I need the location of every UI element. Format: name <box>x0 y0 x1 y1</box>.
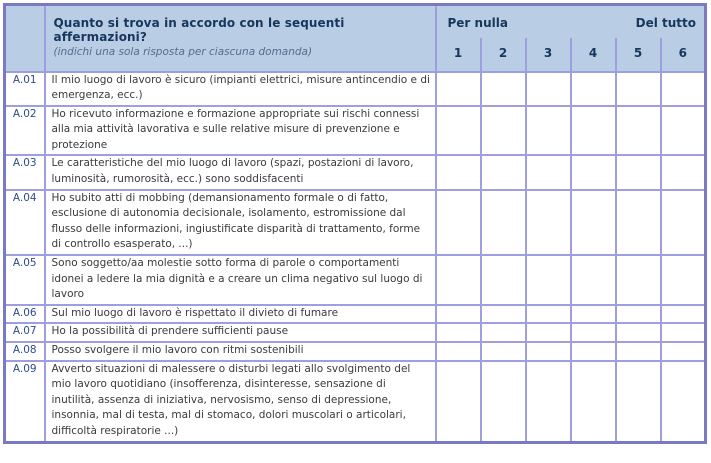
answer-cell-A.08-1[interactable] <box>436 342 481 361</box>
answer-cell-A.02-3[interactable] <box>526 106 571 156</box>
answer-cell-A.04-5[interactable] <box>616 190 661 255</box>
question-text: Ho ricevuto informazione e formazione appropriate sui rischi connessi alla mia attività lavorativa e sulle relative misure di prevenzione e protezione <box>45 106 436 156</box>
question-text: Avverto situazioni di malessere o disturbi legati allo svolgimento del mio lavoro quotidiano (insofferenza, disinteresse, sensazione di inutilità, assenza di iniziativa, nervosismo, senso di depressione, insonnia, mal di testa, mal di stomaco, dolori muscolari o articolari, difficoltà respiratorie ...) <box>45 361 436 442</box>
question-rows <box>5 72 706 443</box>
question-id: A.05 <box>5 255 45 305</box>
question-text: Sul mio luogo di lavoro è rispettato il divieto di fumare <box>45 305 436 324</box>
scale-min-label: Per nulla <box>447 15 508 30</box>
answer-cell-A.09-2[interactable] <box>481 361 526 442</box>
question-id: A.03 <box>5 155 45 189</box>
answer-cell-A.02-4[interactable] <box>571 106 616 156</box>
answer-cell-A.07-4[interactable] <box>571 323 616 342</box>
answer-cell-A.01-4[interactable] <box>571 72 616 106</box>
question-id: A.01 <box>5 72 45 106</box>
answer-cell-A.05-6[interactable] <box>661 255 706 305</box>
answer-cell-A.01-3[interactable] <box>526 72 571 106</box>
answer-cell-A.02-5[interactable] <box>616 106 661 156</box>
scale-max-label: Del tutto <box>635 15 696 30</box>
answer-cell-A.08-3[interactable] <box>526 342 571 361</box>
answer-cell-A.07-5[interactable] <box>616 323 661 342</box>
answer-cell-A.05-5[interactable] <box>616 255 661 305</box>
table-row <box>5 255 706 305</box>
answer-cell-A.05-3[interactable] <box>526 255 571 305</box>
answer-cell-A.02-2[interactable] <box>481 106 526 156</box>
answer-cell-A.01-6[interactable] <box>661 72 706 106</box>
answer-cell-A.09-1[interactable] <box>436 361 481 442</box>
answer-cell-A.07-2[interactable] <box>481 323 526 342</box>
answer-cell-A.09-6[interactable] <box>661 361 706 442</box>
table-row <box>5 361 706 442</box>
table-row <box>5 342 706 361</box>
answer-cell-A.06-6[interactable] <box>661 305 706 324</box>
question-text: Ho subito atti di mobbing (demansionamento formale o di fatto, esclusione di autonomia decisionale, isolamento, estromissione dal flusso delle informazioni, ingiustificate disparità di trattamento, forme di controllo esasperato, ...) <box>45 190 436 255</box>
answer-cell-A.02-6[interactable] <box>661 106 706 156</box>
question-id: A.04 <box>5 190 45 255</box>
answer-cell-A.07-6[interactable] <box>661 323 706 342</box>
table-row <box>5 155 706 189</box>
answer-cell-A.03-2[interactable] <box>481 155 526 189</box>
question-id: A.07 <box>5 323 45 342</box>
table-row <box>5 305 706 324</box>
table-row <box>5 106 706 156</box>
scale-column-header-6: 6 <box>661 38 706 72</box>
question-text: Il mio luogo di lavoro è sicuro (impianti elettrici, misure antincendio e di emergenza, ecc.) <box>45 72 436 106</box>
scale-labels <box>437 14 705 30</box>
answer-cell-A.09-3[interactable] <box>526 361 571 442</box>
table-row <box>5 323 706 342</box>
questionnaire-table <box>3 3 707 444</box>
answer-cell-A.04-2[interactable] <box>481 190 526 255</box>
table-row <box>5 190 706 255</box>
question-text: Ho la possibilità di prendere sufficienti pause <box>45 323 436 342</box>
answer-cell-A.06-2[interactable] <box>481 305 526 324</box>
answer-cell-A.08-5[interactable] <box>616 342 661 361</box>
answer-cell-A.06-5[interactable] <box>616 305 661 324</box>
answer-cell-A.04-6[interactable] <box>661 190 706 255</box>
question-text: Posso svolgere il mio lavoro con ritmi sostenibili <box>45 342 436 361</box>
answer-cell-A.06-3[interactable] <box>526 305 571 324</box>
answer-cell-A.01-2[interactable] <box>481 72 526 106</box>
question-text: Sono soggetto/aa molestie sotto forma di parole o comportamenti idonei a ledere la mia dignità e a creare un clima negativo sul luogo di lavoro <box>45 255 436 305</box>
question-header-subtitle: (indichi una sola risposta per ciascuna domanda) <box>53 46 313 59</box>
scale-column-header-2: 2 <box>481 38 526 72</box>
answer-cell-A.06-1[interactable] <box>436 305 481 324</box>
question-column-header <box>45 5 436 72</box>
answer-cell-A.03-6[interactable] <box>661 155 706 189</box>
table-row <box>5 72 706 106</box>
answer-cell-A.09-4[interactable] <box>571 361 616 442</box>
scale-column-header-4: 4 <box>571 38 616 72</box>
answer-cell-A.04-4[interactable] <box>571 190 616 255</box>
answer-cell-A.09-5[interactable] <box>616 361 661 442</box>
answer-cell-A.04-3[interactable] <box>526 190 571 255</box>
question-id: A.02 <box>5 106 45 156</box>
answer-cell-A.06-4[interactable] <box>571 305 616 324</box>
answer-cell-A.03-1[interactable] <box>436 155 481 189</box>
answer-cell-A.01-1[interactable] <box>436 72 481 106</box>
answer-cell-A.05-1[interactable] <box>436 255 481 305</box>
question-header-title: Quanto si trova in accordo con le sequenti affermazioni? <box>53 16 345 45</box>
answer-cell-A.05-4[interactable] <box>571 255 616 305</box>
scale-header <box>436 5 706 38</box>
answer-cell-A.07-3[interactable] <box>526 323 571 342</box>
answer-cell-A.08-2[interactable] <box>481 342 526 361</box>
answer-cell-A.05-2[interactable] <box>481 255 526 305</box>
answer-cell-A.02-1[interactable] <box>436 106 481 156</box>
answer-cell-A.03-3[interactable] <box>526 155 571 189</box>
answer-cell-A.08-4[interactable] <box>571 342 616 361</box>
id-column-header <box>5 5 45 72</box>
answer-cell-A.07-1[interactable] <box>436 323 481 342</box>
question-id: A.08 <box>5 342 45 361</box>
scale-column-header-1: 1 <box>436 38 481 72</box>
answer-cell-A.08-6[interactable] <box>661 342 706 361</box>
question-id: A.06 <box>5 305 45 324</box>
scale-column-header-3: 3 <box>526 38 571 72</box>
answer-cell-A.01-5[interactable] <box>616 72 661 106</box>
answer-cell-A.04-1[interactable] <box>436 190 481 255</box>
question-id: A.09 <box>5 361 45 442</box>
answer-cell-A.03-5[interactable] <box>616 155 661 189</box>
question-text: Le caratteristiche del mio luogo di lavoro (spazi, postazioni di lavoro, luminosità, rumorosità, ecc.) sono soddisfacenti <box>45 155 436 189</box>
scale-column-header-5: 5 <box>616 38 661 72</box>
answer-cell-A.03-4[interactable] <box>571 155 616 189</box>
